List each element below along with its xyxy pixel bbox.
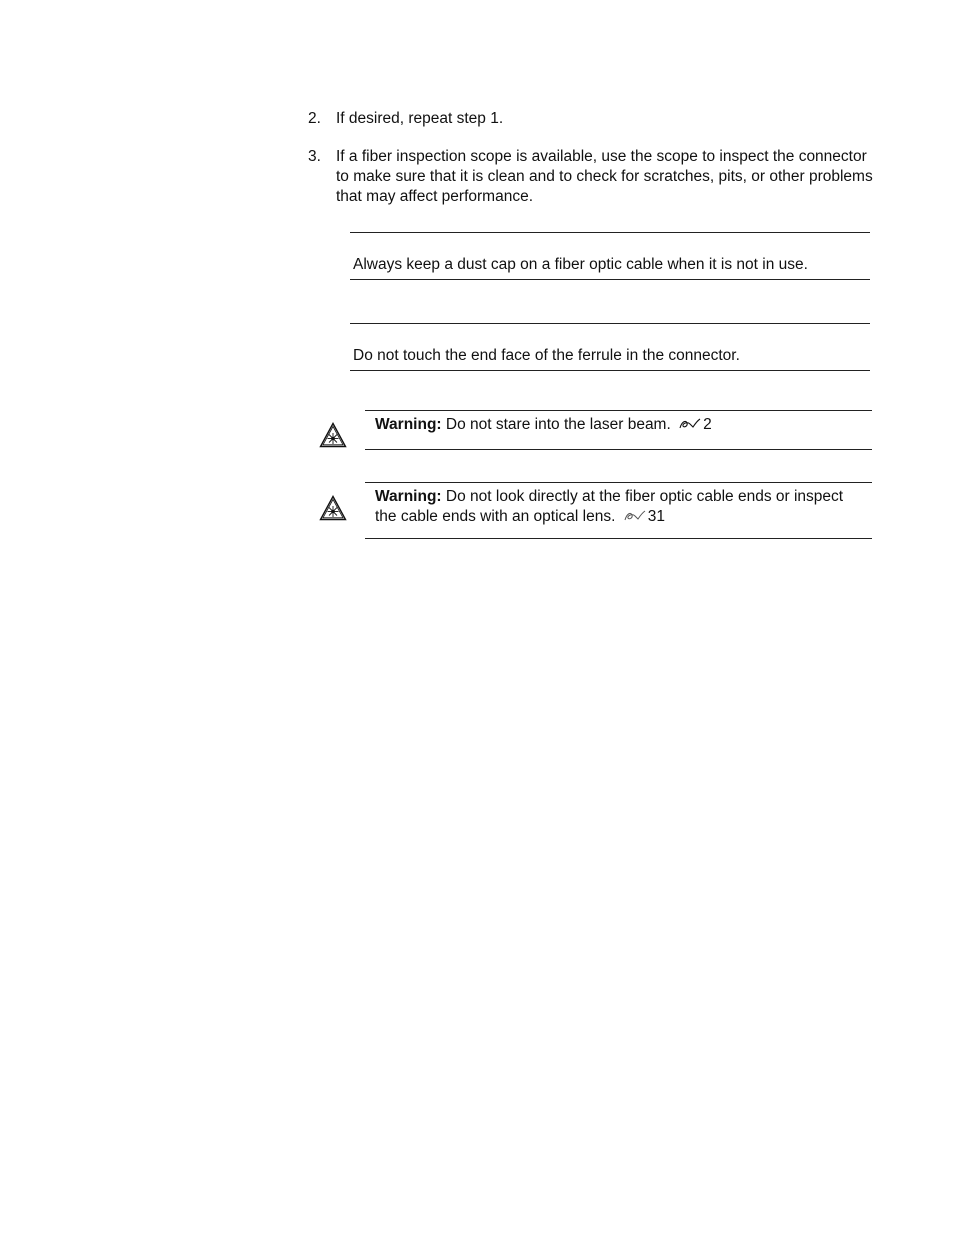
- warning-label: Warning:: [375, 488, 442, 505]
- note-text: Always keep a dust cap on a fiber optic cable when it is not in use.: [353, 256, 808, 273]
- note-box: [350, 323, 870, 371]
- step-2: [308, 109, 878, 129]
- warning-text: Do not stare into the laser beam.: [445, 416, 671, 433]
- step-3: [308, 147, 878, 207]
- warning-box: [365, 482, 872, 539]
- warning-reference-number: 2: [703, 416, 712, 433]
- note-box: [350, 232, 870, 280]
- note-text: Do not touch the end face of the ferrule in the connector.: [353, 347, 740, 364]
- step-text: If desired, repeat step 1.: [336, 110, 504, 127]
- warning-label: Warning:: [375, 416, 442, 433]
- laser-warning-icon: [319, 422, 347, 448]
- warning-box: [365, 410, 872, 450]
- step-text: If a fiber inspection scope is available, use the scope to inspect the connector to make sure that it is clean and to check for scratches, pits, or other problems that may affect performance.: [336, 148, 873, 205]
- step-number: 3.: [308, 148, 321, 165]
- translation-reference-icon: [624, 510, 646, 522]
- translation-reference-icon: [679, 418, 701, 430]
- warning-text: Do not look directly at the fiber optic cable ends or inspect the cable ends with an optical lens.: [375, 488, 844, 525]
- laser-warning-icon: [319, 495, 347, 521]
- warning-reference-number: 31: [647, 508, 665, 525]
- step-number: 2.: [308, 110, 321, 127]
